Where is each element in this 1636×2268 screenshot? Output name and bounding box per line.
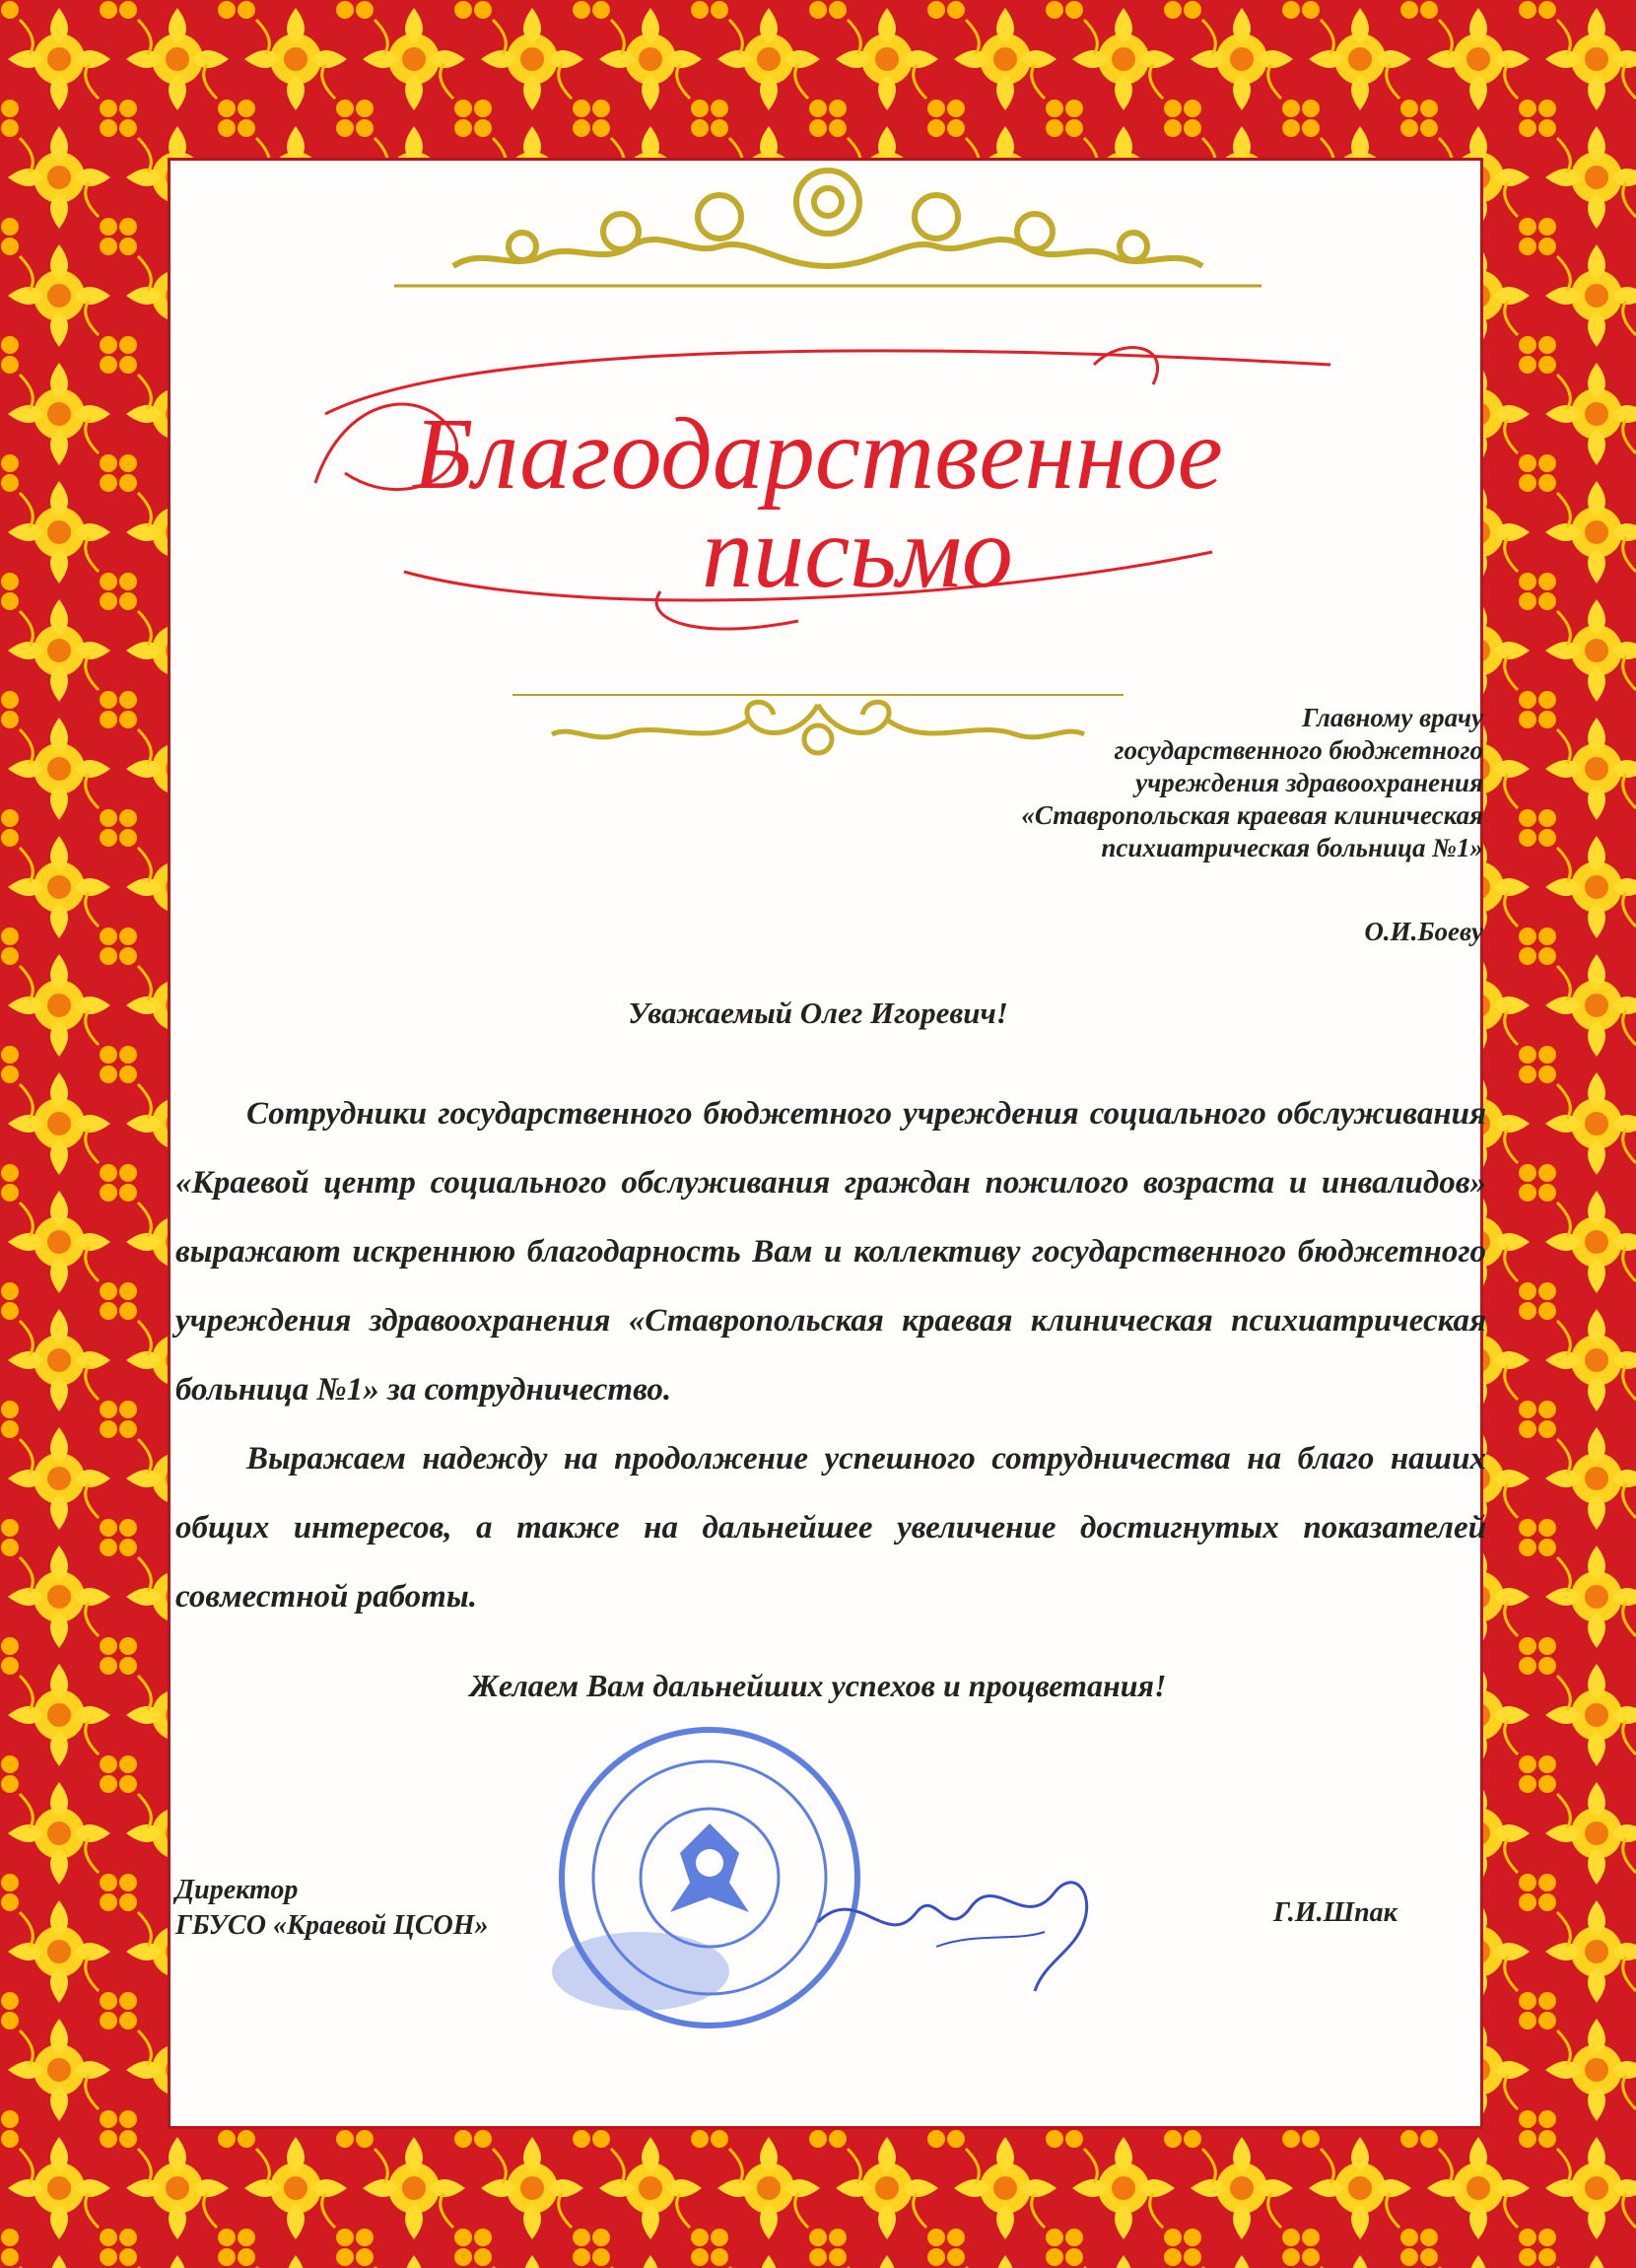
addressee-line: «Ставропольская краевая клиническая (1021, 800, 1483, 830)
addressee-line: Главному врачу (1302, 703, 1483, 732)
signer-title (175, 1873, 489, 1944)
addressee-line: государственного бюджетного (1114, 735, 1483, 765)
paragraph-2: Выражаем надежду на продолжение успешного сотрудничества на благо наших общих интересов, а также на дальнейшее увеличение достигнутых показателей совместной работы. (175, 1441, 1486, 1615)
paragraph-1: Сотрудники государственного бюджетного учреждения социального обслуживания «Краевой центр социального обслуживания граждан пожилого возраста и инвалидов» выражают искреннюю благодарность Вам и коллективу государственного бюджетного учреждения здравоохранения «Ставропольская краевая клиническая психиатрическая больница №1» за сотрудничество. (175, 1096, 1486, 1408)
handwritten-signature (798, 1853, 1114, 2001)
title-line2: письмо (702, 496, 1013, 609)
addressee-line: учреждения здравоохранения (1135, 768, 1483, 797)
addressee-name: О.И.Боеву (1364, 917, 1483, 946)
signer-name: Г.И.Шпак (1273, 1897, 1397, 1928)
letter-body (175, 1079, 1486, 1631)
title-block (286, 325, 1350, 651)
title-line1: Благодарственное (413, 397, 1223, 511)
addressee-block (793, 702, 1483, 864)
signer-title-line2: ГБУСО «Краевой ЦСОН» (175, 1910, 489, 1941)
closing-wish: Желаем Вам дальнейших успехов и процветания! (469, 1668, 1167, 1703)
top-ornament (394, 148, 1261, 296)
greeting: Уважаемый Олег Игоревич! (628, 996, 1008, 1030)
signer-title-line1: Директор (175, 1875, 299, 1905)
addressee-line: психиатрическая больница №1» (1101, 833, 1483, 862)
title-flourish (286, 325, 1350, 651)
